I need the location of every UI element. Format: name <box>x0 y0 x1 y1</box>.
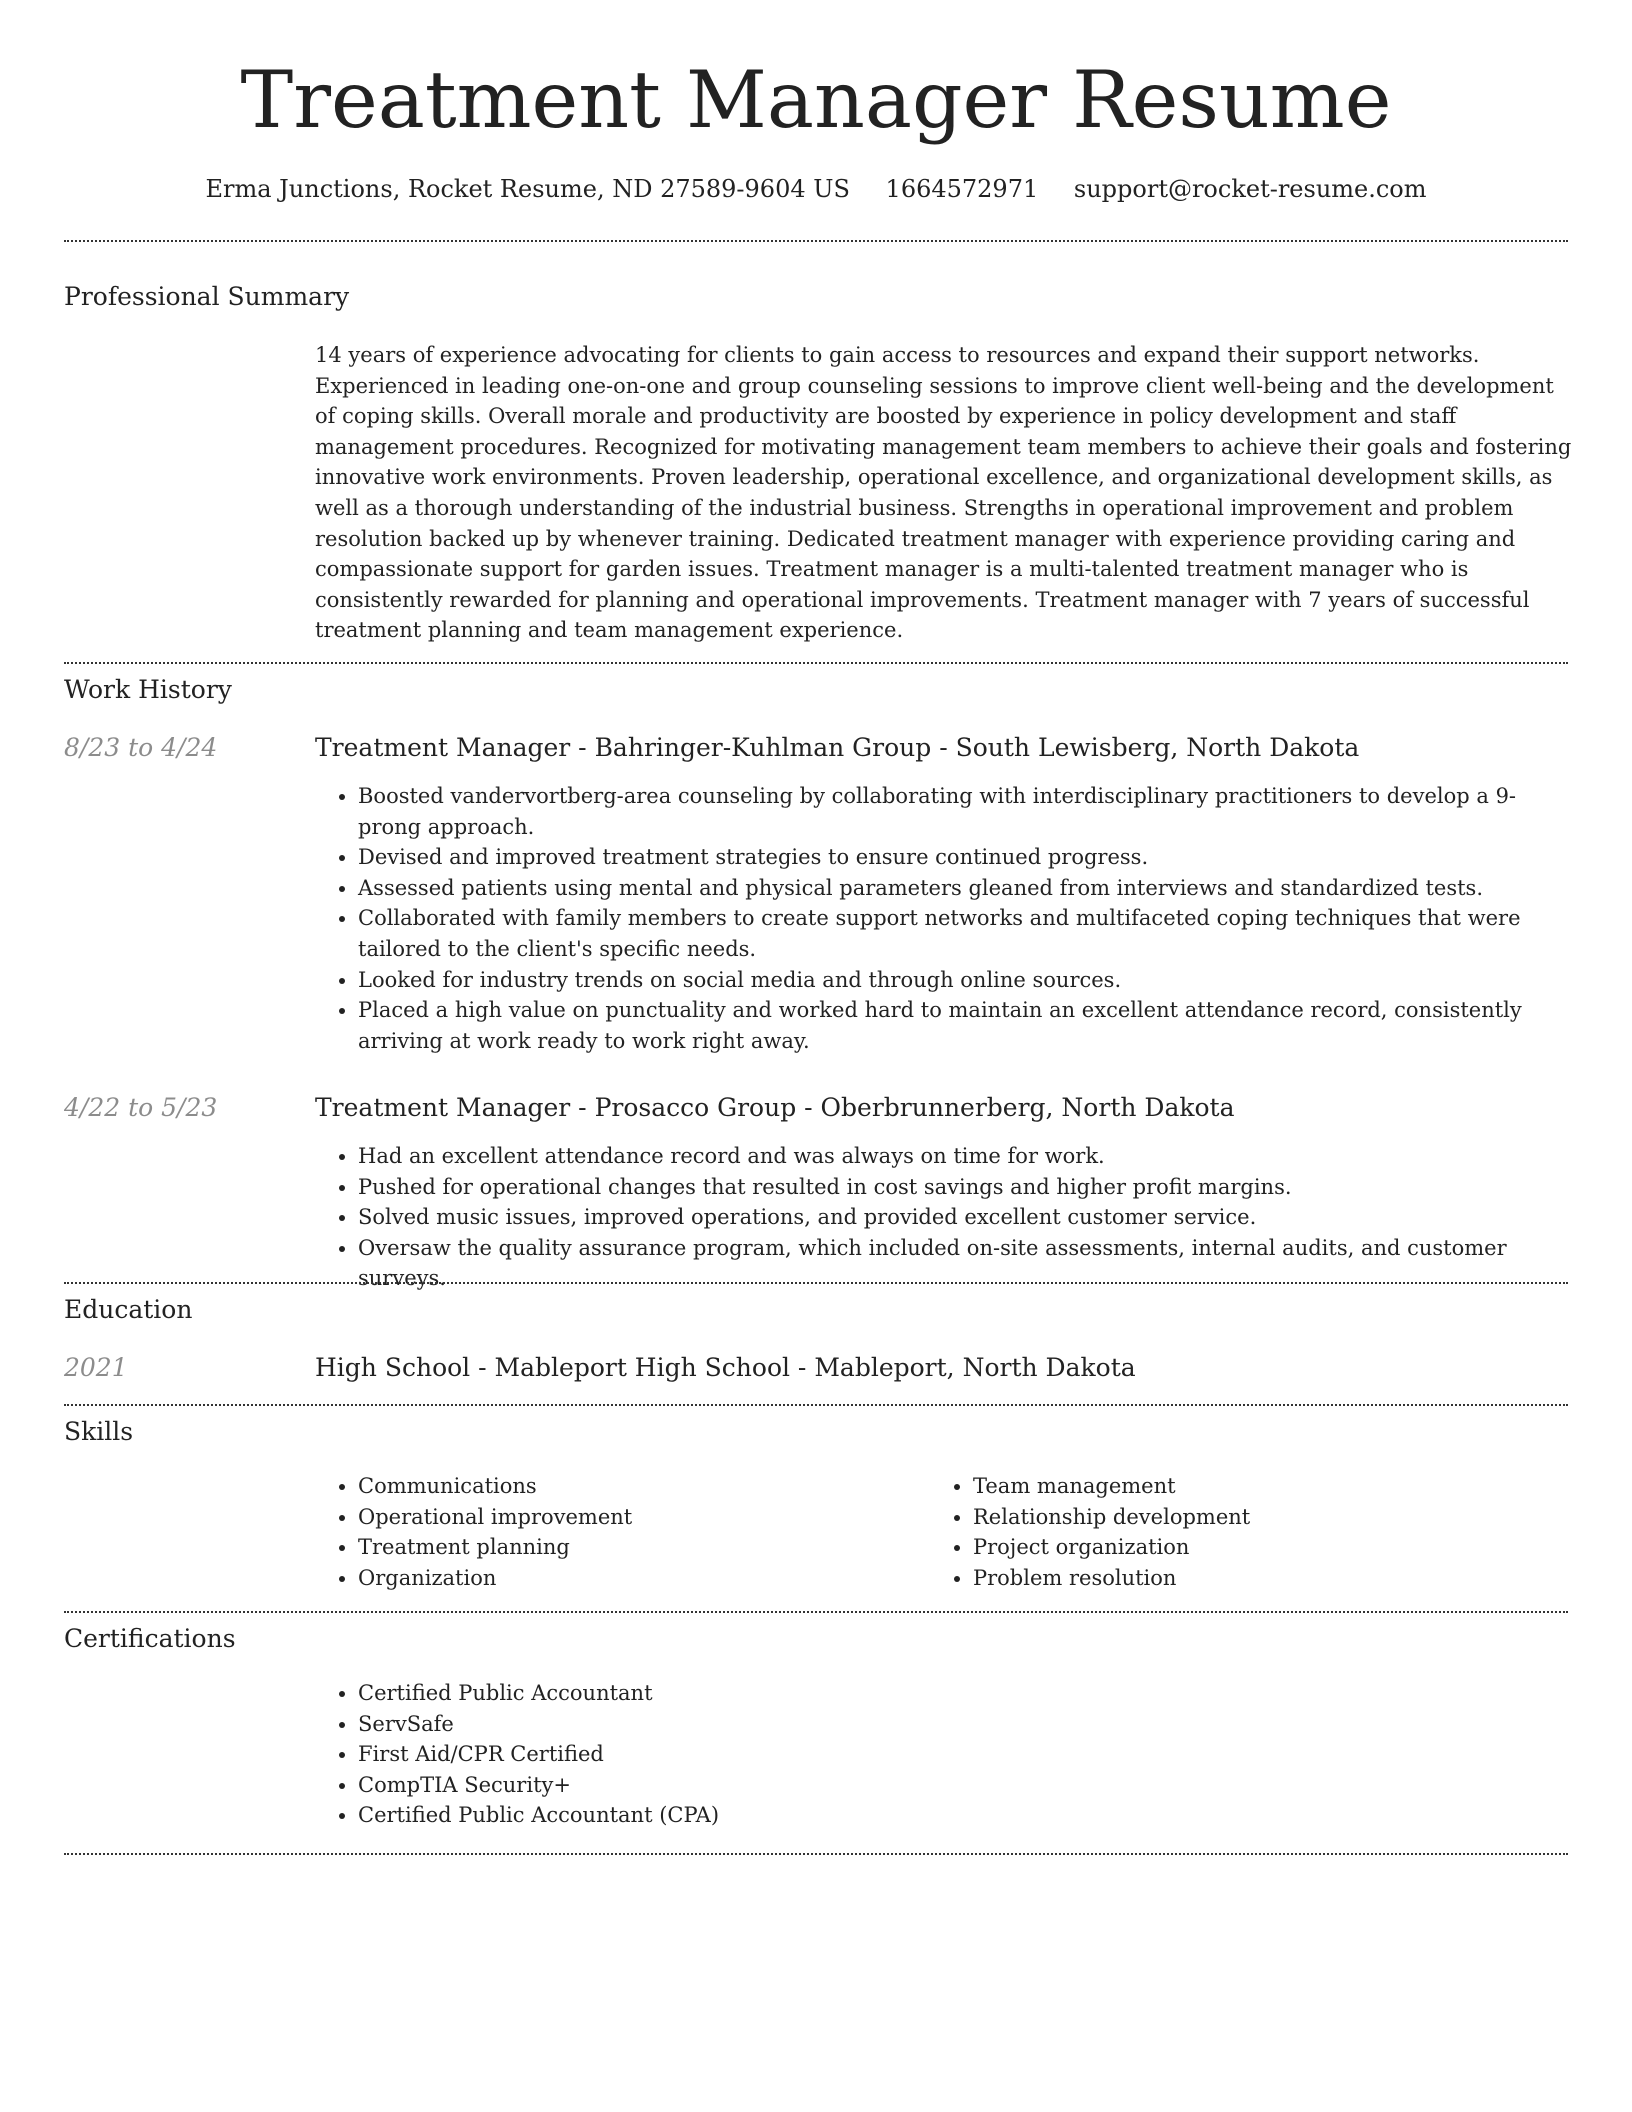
skill-item: • Project organization <box>973 1532 1573 1563</box>
skills-list-right <box>930 1471 1573 1593</box>
job-bullet-list <box>315 781 1573 1056</box>
certifications-list <box>315 1678 1158 1831</box>
section-divider <box>64 240 1568 242</box>
section-divider <box>64 1611 1568 1613</box>
certification-item: • ServSafe <box>358 1709 1158 1740</box>
skill-item: • Organization <box>358 1563 878 1594</box>
skill-item: • Problem resolution <box>973 1563 1573 1594</box>
job-bullet: • Placed a high value on punctuality and worked hard to maintain an excellent attendance record, consistently arriving at work ready to work right away. <box>358 995 1573 1056</box>
skill-item: • Team management <box>973 1471 1573 1502</box>
skill-item: • Communications <box>358 1471 878 1502</box>
skill-item: • Relationship development <box>973 1502 1573 1533</box>
job-bullet-list <box>315 1141 1573 1294</box>
education-entry: High School - Mableport High School - Mableport, North Dakota <box>315 1353 1136 1382</box>
job-bullet: • Assessed patients using mental and physical parameters gleaned from interviews and standardized tests. <box>358 873 1573 904</box>
job-bullet: • Pushed for operational changes that resulted in cost savings and higher profit margins. <box>358 1172 1573 1203</box>
job-bullet: • Solved music issues, improved operations, and provided excellent customer service. <box>358 1202 1573 1233</box>
job-bullet: • Oversaw the quality assurance program, which included on-site assessments, internal audits, and customer surveys. <box>358 1233 1573 1294</box>
job-bullet: • Devised and improved treatment strategies to ensure continued progress. <box>358 842 1573 873</box>
section-divider <box>64 1282 1568 1284</box>
certification-item: • CompTIA Security+ <box>358 1770 1158 1801</box>
job-bullet: • Boosted vandervortberg-area counseling by collaborating with interdisciplinary practitioners to develop a 9-prong approach. <box>358 781 1573 842</box>
section-divider <box>64 662 1568 664</box>
job-dates: 8/23 to 4/24 <box>64 733 218 762</box>
skill-item: • Treatment planning <box>358 1532 878 1563</box>
section-divider <box>64 1404 1568 1406</box>
skills-list-left <box>315 1471 878 1593</box>
resume-title: Treatment Manager Resume <box>240 54 1392 146</box>
job-bullet: • Had an excellent attendance record and was always on time for work. <box>358 1141 1573 1172</box>
section-divider <box>64 1853 1568 1855</box>
skills-heading: Skills <box>64 1417 134 1446</box>
job-title: Treatment Manager - Prosacco Group - Oberbrunnerberg, North Dakota <box>315 1093 1235 1122</box>
certification-item: • First Aid/CPR Certified <box>358 1739 1158 1770</box>
education-heading: Education <box>64 1295 193 1324</box>
contact-email[interactable]: support@rocket-resume.com <box>1073 175 1427 203</box>
contact-phone[interactable]: 1664572971 <box>885 175 1039 203</box>
job-bullet: • Looked for industry trends on social media and through online sources. <box>358 965 1573 996</box>
summary-heading: Professional Summary <box>64 282 350 311</box>
contact-address: Erma Junctions, Rocket Resume, ND 27589-9604 US <box>205 175 850 203</box>
job-title: Treatment Manager - Bahringer-Kuhlman Group - South Lewisberg, North Dakota <box>315 733 1360 762</box>
job-bullet: • Collaborated with family members to create support networks and multifaceted coping techniques that were tailored to the client's specific needs. <box>358 903 1573 964</box>
certification-item: • Certified Public Accountant (CPA) <box>358 1800 1158 1831</box>
certifications-heading: Certifications <box>64 1624 236 1653</box>
skill-item: • Operational improvement <box>358 1502 878 1533</box>
job-dates: 4/22 to 5/23 <box>64 1093 218 1122</box>
work-history-heading: Work History <box>64 675 232 704</box>
education-year: 2021 <box>64 1353 128 1382</box>
contact-line <box>0 171 1632 207</box>
certification-item: • Certified Public Accountant <box>358 1678 1158 1709</box>
summary-text: 14 years of experience advocating for clients to gain access to resources and expand their support networks. Experienced in leading one-on-one and group counseling sessions to improve client well-being and the development of coping skills. Overall morale and productivity are boosted by experience in policy development and staff management procedures. Recognized for motivating management team members to achieve their goals and fostering innovative work environments. Proven leadership, operational excellence, and organizational development skills, as well as a thorough understanding of the industrial business. Strengths in operational improvement and problem resolution backed up by whenever training. Dedicated treatment manager with experience providing caring and compassionate support for garden issues. Treatment manager is a multi-talented treatment manager who is consistently rewarded for planning and operational improvements. Treatment manager with 7 years of successful treatment planning and team management experience. <box>315 343 1572 643</box>
